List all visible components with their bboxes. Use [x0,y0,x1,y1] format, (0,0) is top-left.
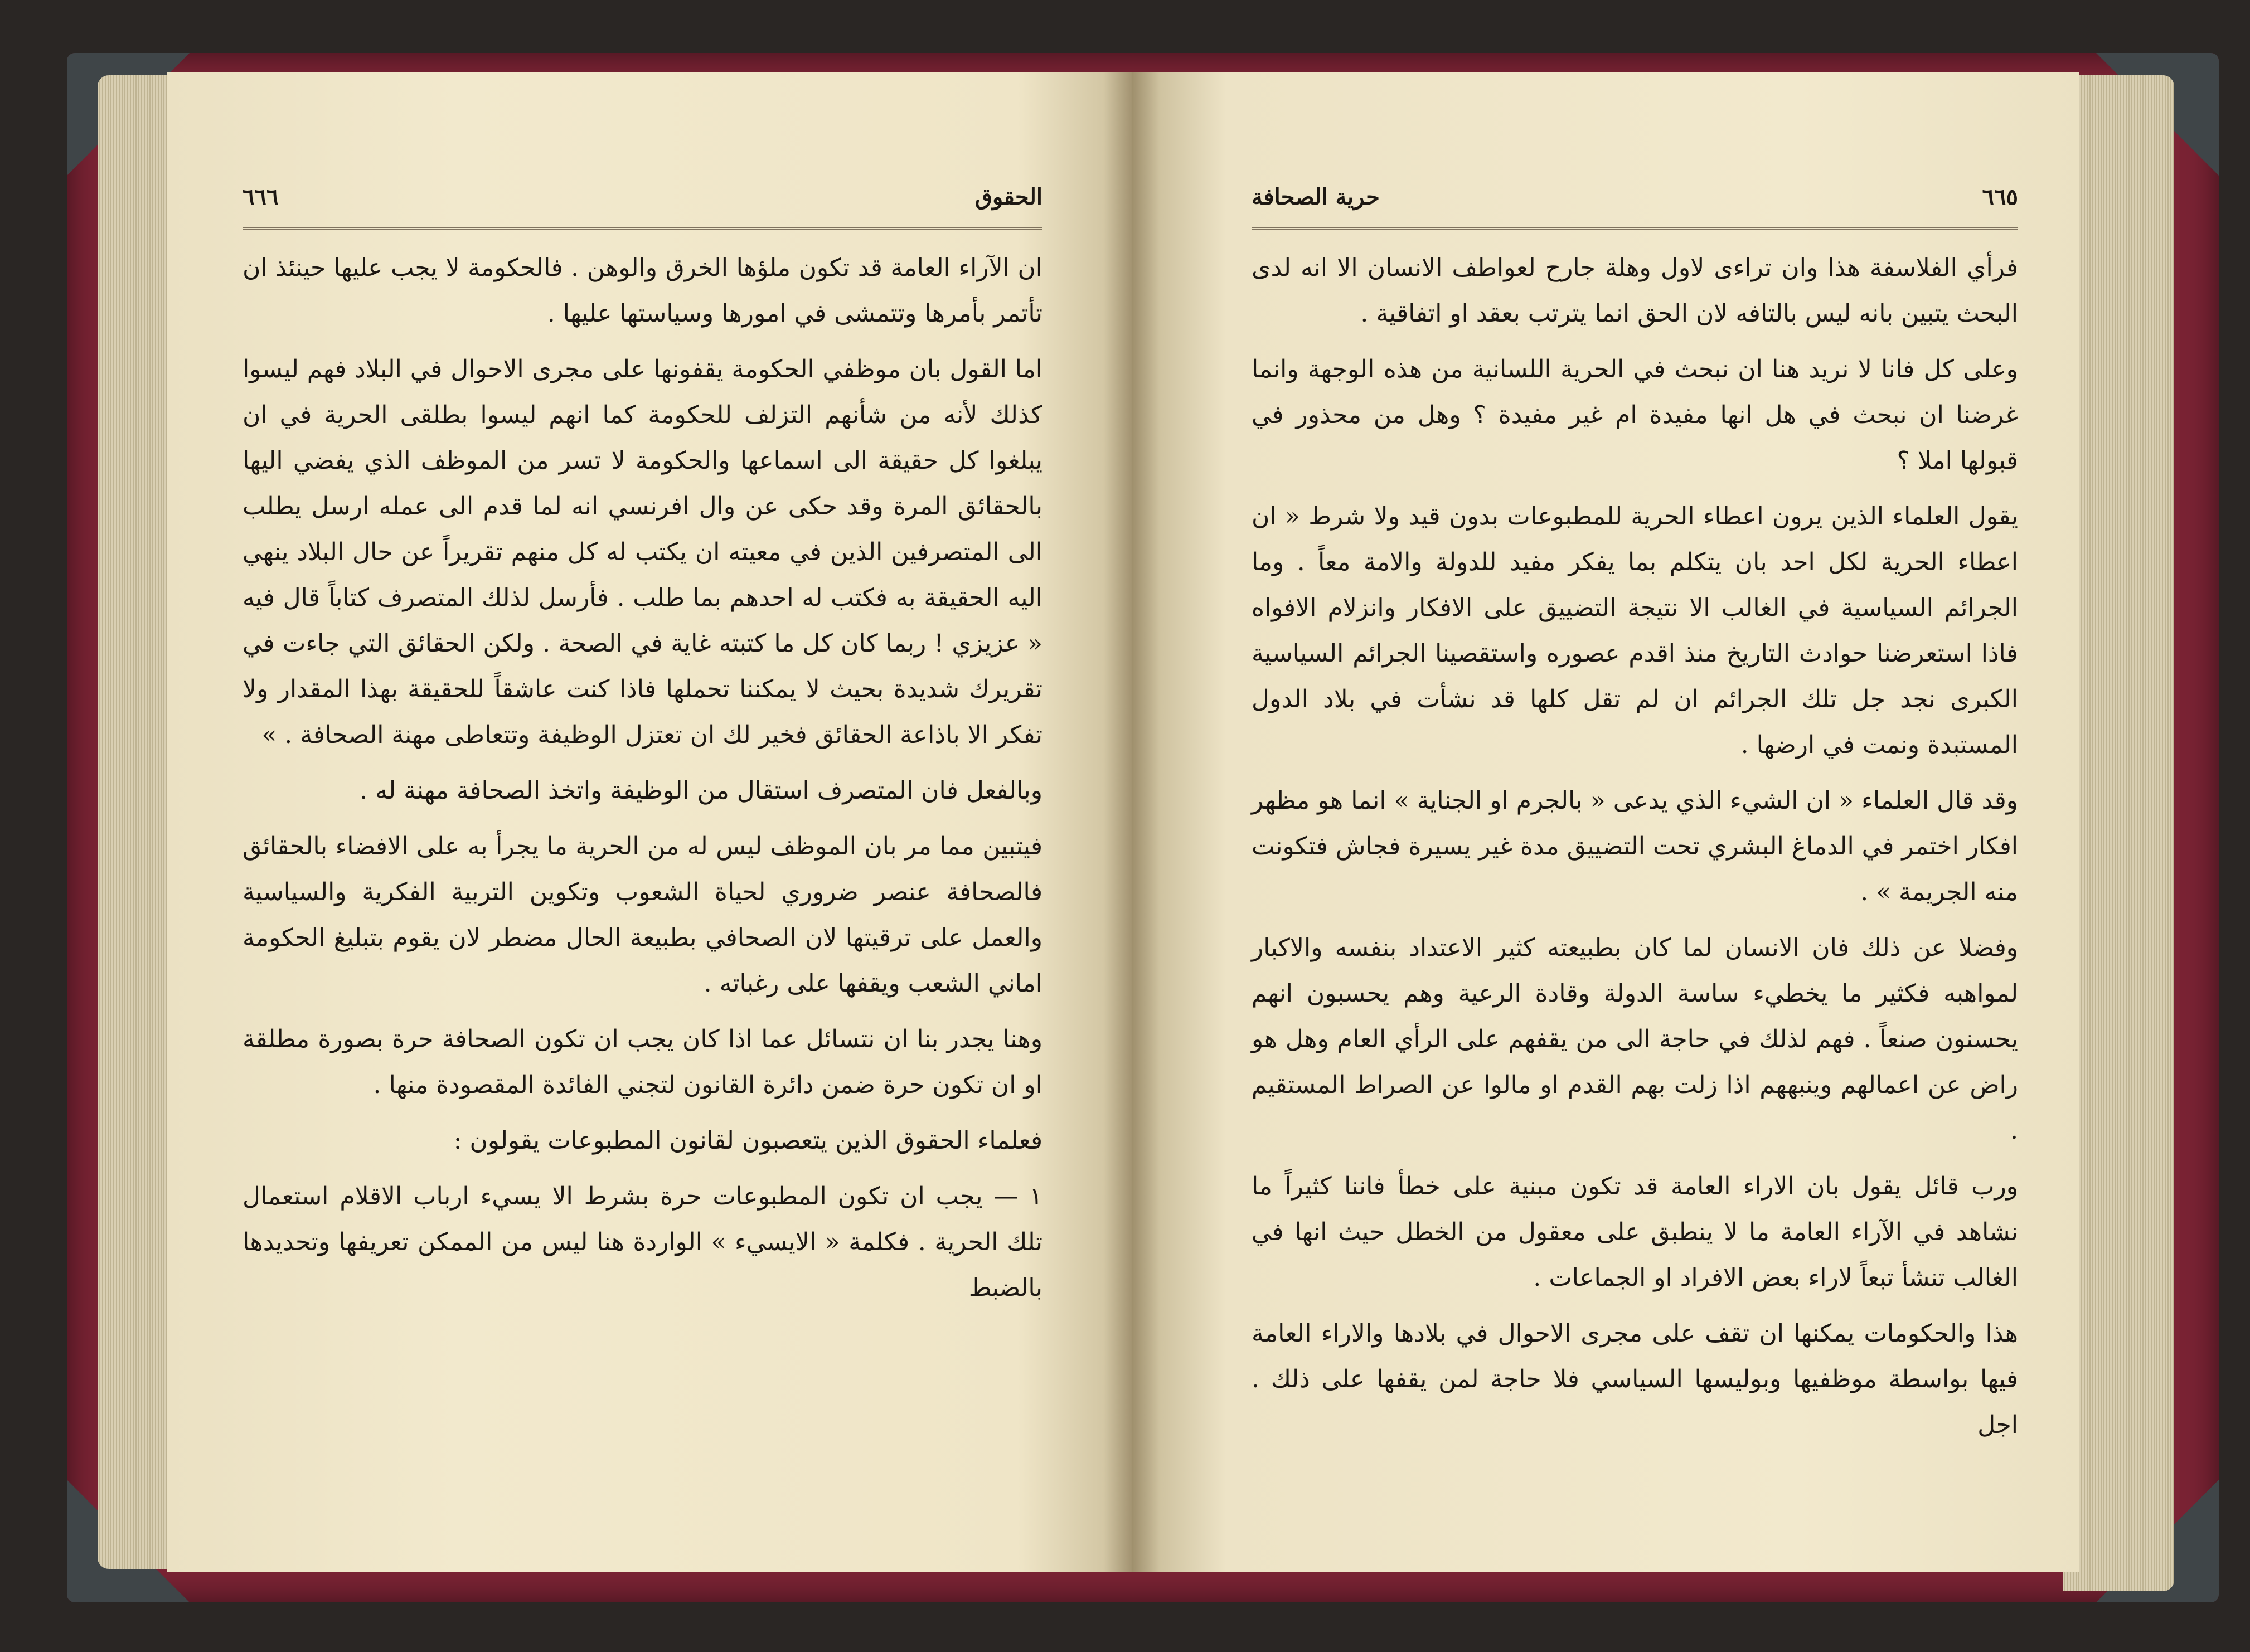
running-head: حرية الصحافة [1252,184,1380,210]
paragraph: ان الآراء العامة قد تكون ملؤها الخرق والوهن . فالحكومة لا يجب عليها حينئذ ان تأتمر بأمرها وتتمشى في امورها وسياستها عليها . [243,254,1042,328]
paragraph: فعلماء الحقوق الذين يتعصبون لقانون المطبوعات يقولون : [453,1126,1042,1155]
book-gutter [1104,72,1160,1572]
running-head: الحقوق [974,184,1042,210]
page-header [1252,184,2018,223]
page-header [243,184,1042,223]
paragraph: يقول العلماء الذين يرون اعطاء الحرية للمطبوعات بدون قيد ولا شرط « ان اعطاء الحرية لكل احد بان يتكلم بما يفكر مفيد للدولة والامة معاً . وما الجرائم السياسية في الغالب الا نتيجة التضييق على الافكار وانزلام الافواه فاذا استعرضنا حوادث التاريخ منذ اقدم عصوره واستقصينا الجرائم السياسية الكبرى نجد جل تلك الجرائم ان لم تقل كلها قد نشأت في بلاد الدول المستبدة ونمت في ارضها . [1252,502,2018,759]
paragraph: فرأي الفلاسفة هذا وان تراءى لاول وهلة جارح لعواطف الانسان الا انه لدى البحث يتبين بانه ليس بالتافه لان الحق انما يترتب بعقد او اتفاقية . [1252,254,2018,328]
paragraph: فيتبين مما مر بان الموظف ليس له من الحرية ما يجرأ به على الافضاء بالحقائق فالصحافة عنصر ضروري لحياة الشعوب وتكوين التربية الفكرية والسياسية والعمل على ترقيتها لان الصحافي بطبيعة الحال مضطر لان يقوم بتبليغ الحكومة اماني الشعب ويقفها على رغباته . [243,832,1042,998]
paragraph: ورب قائل يقول بان الاراء العامة قد تكون مبنية على خطأ فاننا كثيراً ما نشاهد في الآراء العامة ما لا ينطبق على معقول من الخطل حيث انها في الغالب تنشأ تبعاً لاراء بعض الافراد او الجماعات . [1252,1172,2018,1292]
paragraph: وهنا يجدر بنا ان نتسائل عما اذا كان يجب ان تكون الصحافة حرة بصورة مطلقة او ان تكون حرة ضمن دائرة القانون لتجني الفائدة المقصودة منها . [243,1025,1042,1099]
page-number: ٦٦٥ [1982,184,2018,210]
page-number: ٦٦٦ [243,184,279,210]
page-edges-right [2063,75,2174,1591]
header-rule [243,223,1042,230]
left-page [167,72,1134,1572]
paragraph: ١ — يجب ان تكون المطبوعات حرة بشرط الا يسيء ارباب الاقلام استعمال تلك الحرية . فكلمة « الايسيء » الواردة هنا ليس من الممكن تعريفها وتحديدها بالضبط [243,1182,1042,1302]
paragraph: هذا والحكومات يمكنها ان تقف على مجرى الاحوال في بلادها والاراء العامة فيها بواسطة موظفيها وبوليسها السياسي فلا حاجة لمن يقفها على ذلك . اجل [1252,1319,2018,1439]
paragraph: وبالفعل فان المتصرف استقال من الوظيفة واتخذ الصحافة مهنة له . [360,776,1042,805]
right-page [1132,72,2079,1572]
paragraph: وفضلا عن ذلك فان الانسان لما كان بطبيعته كثير الاعتداد بنفسه والاكبار لمواهبه فكثير ما يخطيء ساسة الدولة وقادة الرعية وهم يحسبون انهم يحسنون صنعاً . فهم لذلك في حاجة الى من يقفهم على الرأي العام وهل هو راض عن اعمالهم وينبههم اذا زلت بهم القدم او مالوا عن الصراط المستقيم . [1252,934,2018,1145]
paragraph: وقد قال العلماء « ان الشيء الذي يدعى « بالجرم او الجناية » انما هو مظهر افكار اختمر في الدماغ البشري تحت التضييق مدة غير يسيرة فجاش فتكونت منه الجريمة » . [1252,786,2018,906]
paragraph: وعلى كل فانا لا نريد هنا ان نبحث في الحرية اللسانية من هذه الوجهة وانما غرضنا ان نبحث في هل انها مفيدة ام غير مفيدة ؟ وهل من محذور في قبولها املا ؟ [1252,355,2019,475]
paragraph: اما القول بان موظفي الحكومة يقفونها على مجرى الاحوال في البلاد فهم ليسوا كذلك لأنه من شأنهم التزلف للحكومة كما انهم ليسوا بطلقى الحرية في ان يبلغوا كل حقيقة الى اسماعها والحكومة لا تسر من الموظف الذي يفضي اليها بالحقائق المرة وقد حكى عن وال افرنسي انه لما قدم الى عمله ارسل يطلب الى المتصرفين الذين في معيته ان يكتب له كل منهم تقريراً عن حال البلاد ينهي اليه الحقيقة به فكتب له احدهم بما طلب . فأرسل لذلك المتصرف كتاباً قال فيه « عزيزي ! ربما كان كل ما كتبته غاية في الصحة . ولكن الحقائق التي جاءت في تقريرك شديدة بحيث لا يمكننا تحملها فاذا كنت عاشقاً للحقيقة بهذا المقدار ولا تفكر الا باذاعة الحقائق فخير لك ان تعتزل الوظيفة وتتعاطى مهنة الصحافة . » [243,355,1042,749]
header-rule [1252,223,2018,230]
